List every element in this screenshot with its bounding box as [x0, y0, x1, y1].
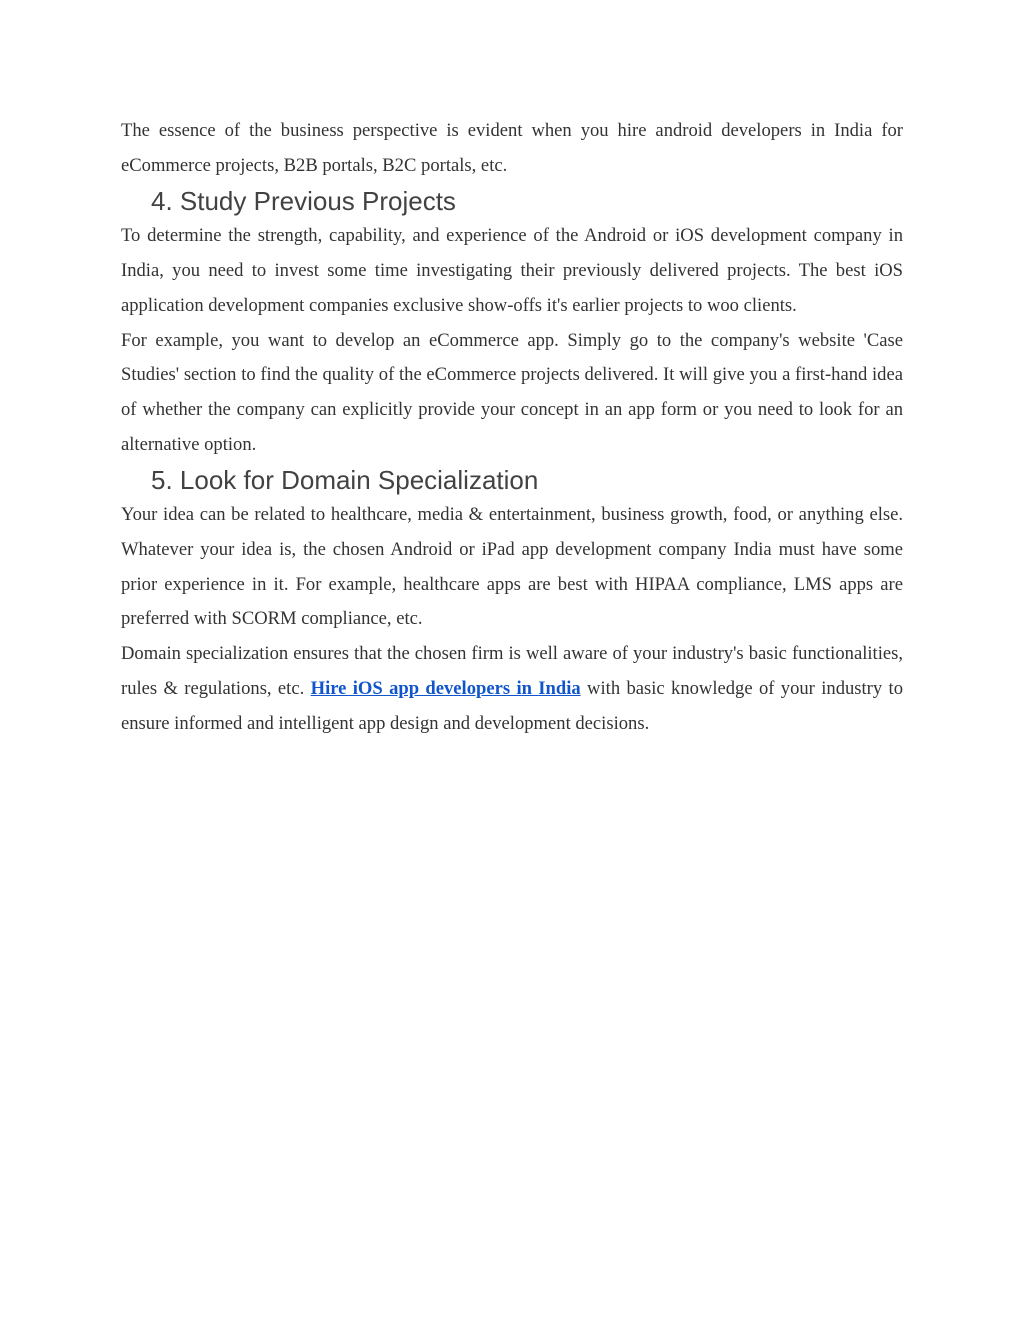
domain-paragraph-2-text-after: with basic knowledge of your industry to ensure informed and intelligent app design and development decisions. [121, 677, 903, 734]
intro-paragraph: The essence of the business perspective is evident when you hire android developers in India for eCommerce projects, B2B portals, B2C portals, etc. [121, 120, 903, 176]
domain-paragraph-2-text-before: Domain specialization ensures that the chosen firm is well aware of your industry's basic functionalities, rules & regulations, etc. [121, 643, 903, 699]
domain-paragraph-2 [121, 637, 903, 741]
hire-ios-developers-link[interactable]: Hire iOS app developers in India [310, 677, 581, 699]
document-page [121, 114, 903, 741]
section-heading-domain-specialization: 5. Look for Domain Specialization [151, 465, 539, 496]
study-projects-paragraph-2: For example, you want to develop an eCommerce app. Simply go to the company's website 'Case Studies' section to find the quality of the eCommerce projects delivered. It will give you a first-hand idea of whether the company can explicitly provide your concept in an app form or you need to look for an alternative option. [121, 329, 903, 455]
study-projects-paragraph-1: To determine the strength, capability, and experience of the Android or iOS development company in India, you need to invest some time investigating their previously delivered projects. The best iOS application development companies exclusive show-offs it's earlier projects to woo clients. [121, 225, 903, 316]
section-heading-study-previous-projects: 4. Study Previous Projects [151, 186, 456, 217]
domain-paragraph-1: Your idea can be related to healthcare, media & entertainment, business growth, food, or anything else. Whatever your idea is, the chosen Android or iPad app development company India must have some prior experience in it. For example, healthcare apps are best with HIPAA compliance, LMS apps are preferred with SCORM compliance, etc. [121, 504, 903, 630]
